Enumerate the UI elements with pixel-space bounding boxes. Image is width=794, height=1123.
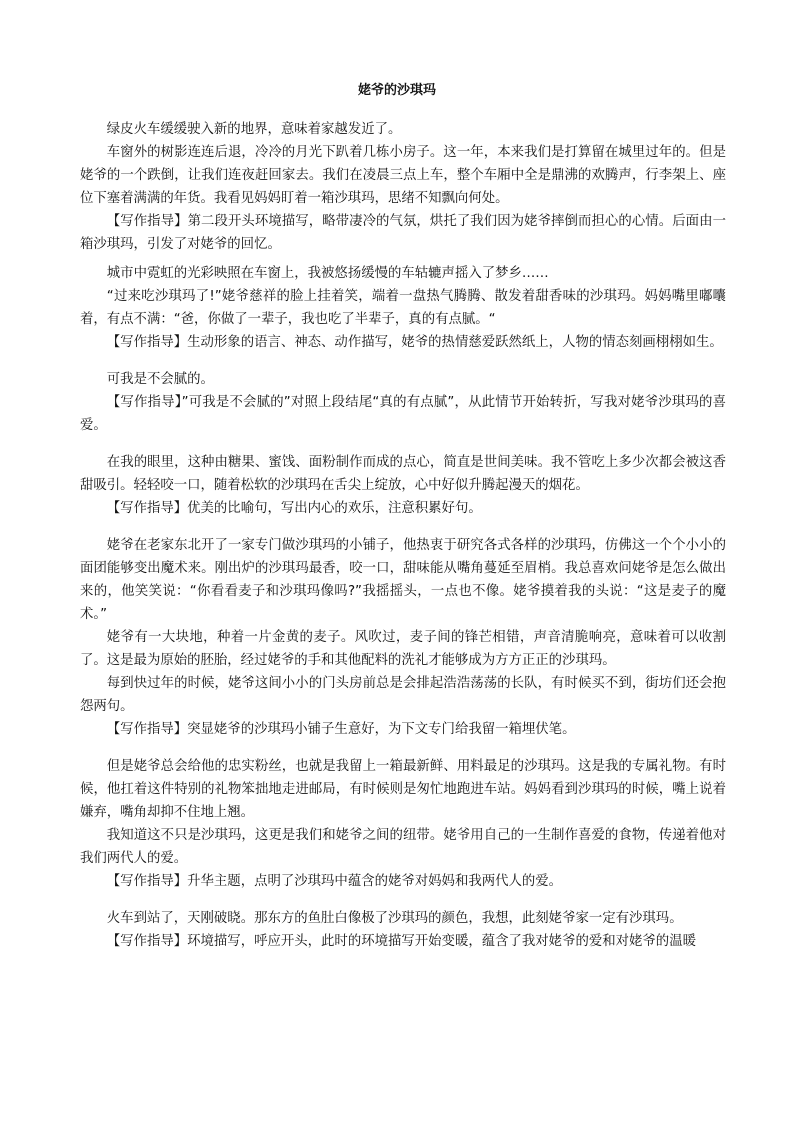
- writing-guide: 【写作指导】生动形象的语言、神态、动作描写，姥爷的热情慈爱跃然纸上，人物的情态刻画栩栩如生。: [106, 335, 723, 350]
- paragraph: “过来吃沙琪玛了!”姥爷慈祥的脸上挂着笑，端着一盘热气腾腾、散发着甜香味的沙琪玛。妈妈嘴里嘟囔着，有点不满：“爸，你做了一辈子，我也吃了半辈子，真的有点腻。“: [80, 289, 726, 327]
- writing-guide: 【写作指导】环境描写，呼应开头，此时的环境描写开始变暖，蕴含了我对姥爷的爱和对姥爷的温暖: [106, 934, 696, 949]
- paragraph: 城市中霓虹的光彩映照在车窗上，我被悠扬缓慢的车轱辘声摇入了梦乡……: [106, 266, 549, 281]
- paragraph: 绿皮火车缓缓驶入新的地界，意味着家越发近了。: [106, 122, 402, 137]
- paragraph: 每到快过年的时候，姥爷这间小小的门头房前总是会排起浩浩荡荡的长队，有时候买不到，街坊们还会抱怨两句。: [80, 676, 726, 714]
- writing-guide: 【写作指导】第二段开头环境描写，略带凄冷的气氛，烘托了我们因为姥爷摔倒而担心的心情。后面由一箱沙琪玛，引发了对姥爷的回忆。: [80, 214, 726, 252]
- paragraph: 我知道这不只是沙琪玛，这更是我们和姥爷之间的纽带。姥爷用自己的一生制作喜爱的食物，传递着他对我们两代人的爱。: [80, 828, 726, 866]
- writing-guide: 【写作指导】优美的比喻句，写出内心的欢乐，注意积累好句。: [106, 501, 482, 516]
- paragraph: 在我的眼里，这种由糖果、蜜饯、面粉制作而成的点心，简直是世间美味。我不管吃上多少次都会被这香甜吸引。轻轻咬一口，随着松软的沙琪玛在舌尖上绽放，心中好似升腾起漫天的烟花。: [80, 455, 726, 493]
- paragraph: 车窗外的树影连连后退，冷冷的月光下趴着几栋小房子。这一年，本来我们是打算留在城里过年的。但是姥爷的一个跌倒，让我们连夜赶回家去。我们在凌晨三点上车，整个车厢中全是鼎沸的欢腾声，行李架上、座位下塞着满满的年货。我看见妈妈盯着一箱沙琪玛，思绪不知飘向何处。: [80, 145, 726, 206]
- article-body: [80, 118, 726, 953]
- paragraph: 但是姥爷总会给他的忠实粉丝，也就是我留上一箱最新鲜、用料最足的沙琪玛。这是我的专属礼物。有时候，他扛着这件特别的礼物笨拙地走进邮局，有时候则是匆忙地跑进车站。妈妈看到沙琪玛的时候，嘴上说着嫌弃，嘴角却抑不住地上翘。: [80, 759, 726, 820]
- writing-guide: 【写作指导】升华主题，点明了沙琪玛中蕴含的姥爷对妈妈和我两代人的爱。: [106, 874, 563, 889]
- paragraph: 可我是不会腻的。: [106, 372, 214, 387]
- writing-guide: 【写作指导】”可我是不会腻的”对照上段结尾“真的有点腻”，从此情节开始转折，写我对姥爷沙琪玛的喜爱。: [80, 395, 726, 433]
- paragraph: 火车到站了，天刚破晓。那东方的鱼肚白像极了沙琪玛的颜色，我想，此刻姥爷家一定有沙琪玛。: [106, 911, 683, 926]
- writing-guide: 【写作指导】突显姥爷的沙琪玛小铺子生意好，为下文专门给我留一箱埋伏笔。: [106, 722, 576, 737]
- paragraph: 姥爷有一大块地，种着一片金黄的麦子。风吹过，麦子间的锋芒相错，声音清脆响亮，意味着可以收割了。这是最为原始的胚胎，经过姥爷的手和其他配料的洗礼才能够成为方方正正的沙琪玛。: [80, 630, 726, 668]
- article-title: 姥爷的沙琪玛: [357, 83, 436, 98]
- paragraph: 姥爷在老家东北开了一家专门做沙琪玛的小铺子，他热衷于研究各式各样的沙琪玛，仿佛这一个个小小的面团能够变出魔术来。刚出炉的沙琪玛最香，咬一口，甜味能从嘴角蔓延至眉梢。我总喜欢问姥爷是怎么做出来的，他笑笑说：“你看看麦子和沙琪玛像吗?”我摇摇头，一点也不像。姥爷摸着我的头说：“这是麦子的魔术。”: [80, 538, 726, 622]
